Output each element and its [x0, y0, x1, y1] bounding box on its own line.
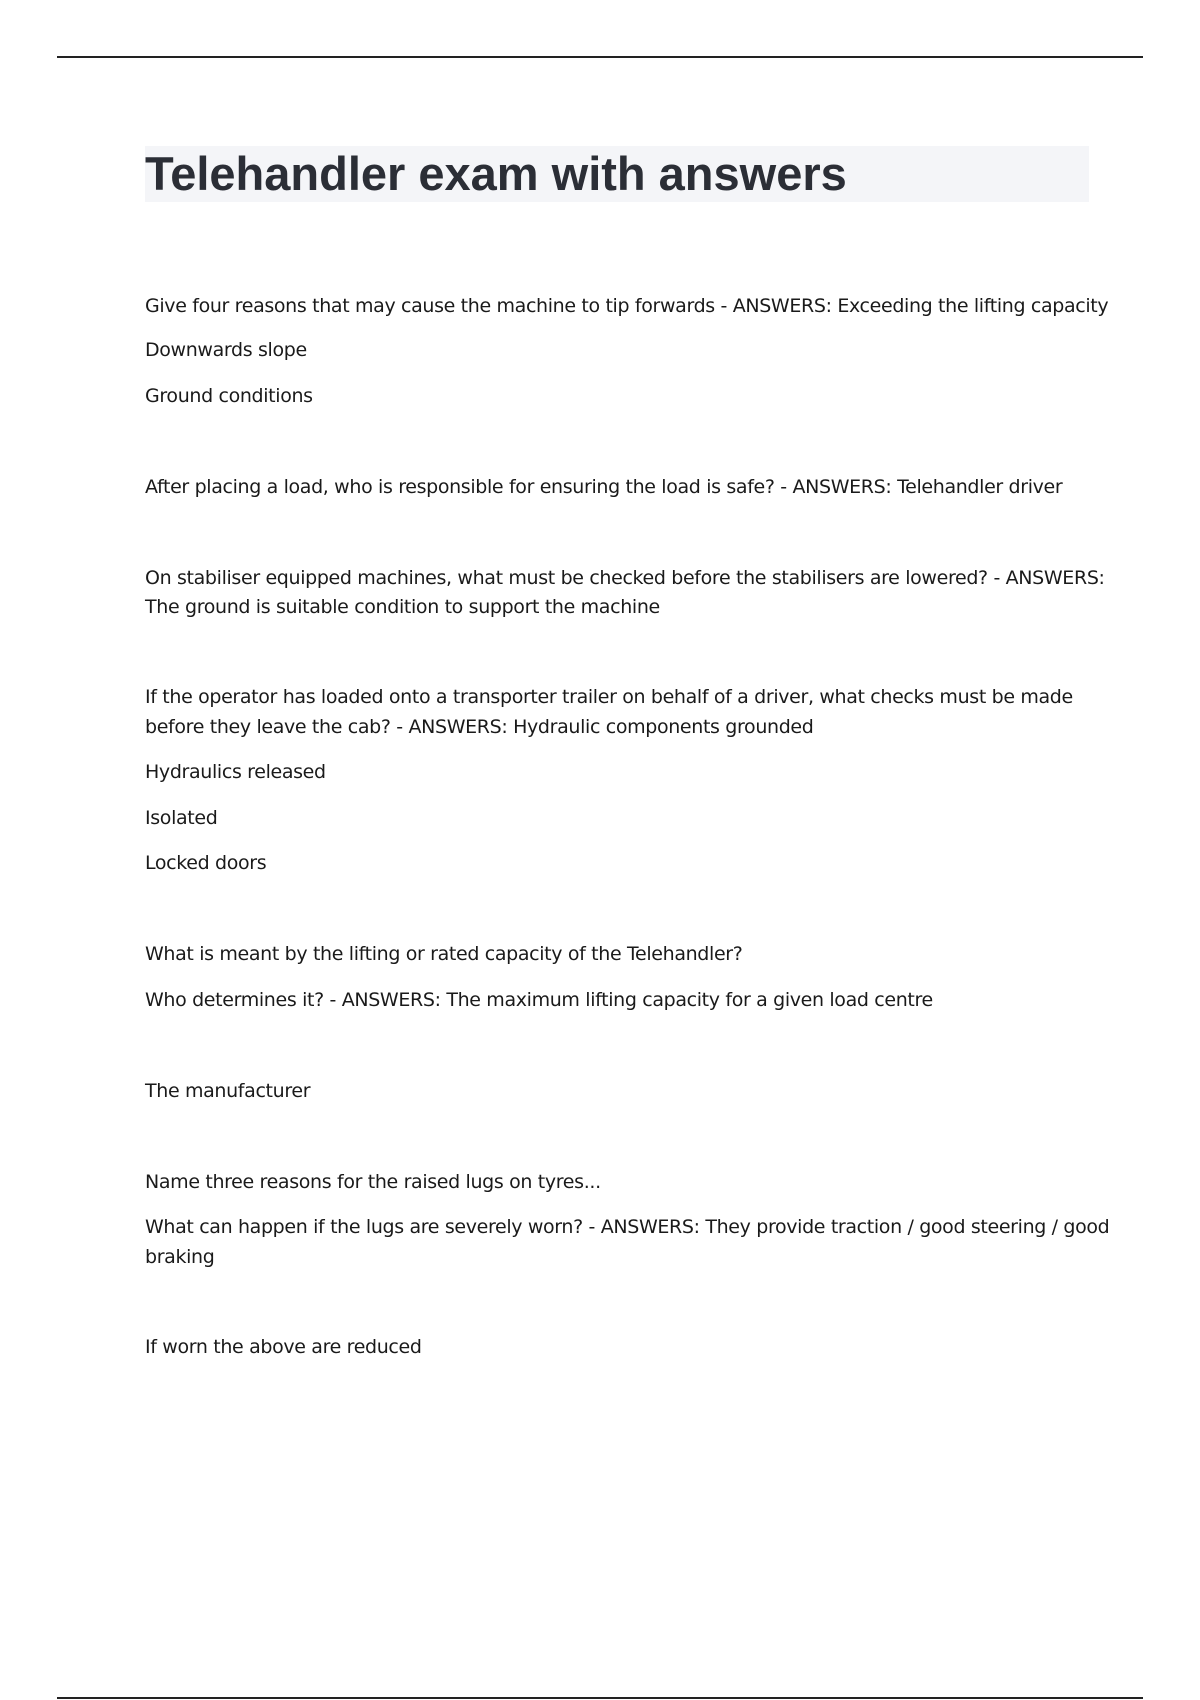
qa-line: Locked doors: [145, 852, 267, 874]
qa-line: If the operator has loaded onto a transporter trailer on behalf of a driver, what checks must be made: [145, 686, 1073, 708]
qa-line: Give four reasons that may cause the machine to tip forwards - ANSWERS: Exceeding the lifting capacity: [145, 295, 1109, 317]
qa-line: What is meant by the lifting or rated capacity of the Telehandler?: [145, 943, 743, 965]
document-title: Telehandler exam with answers: [145, 147, 847, 200]
qa-line: The ground is suitable condition to support the machine: [145, 596, 660, 618]
top-rule: [57, 56, 1143, 58]
bottom-rule: [57, 1697, 1143, 1699]
qa-line: Who determines it? - ANSWERS: The maximum lifting capacity for a given load centre: [145, 989, 933, 1011]
qa-line: before they leave the cab? - ANSWERS: Hydraulic components grounded: [145, 716, 814, 738]
qa-line: If worn the above are reduced: [145, 1336, 422, 1358]
qa-line: Isolated: [145, 807, 218, 829]
qa-line: After placing a load, who is responsible for ensuring the load is safe? - ANSWERS: Telehandler driver: [145, 476, 1063, 498]
qa-line: Downwards slope: [145, 339, 307, 361]
qa-line: Name three reasons for the raised lugs on tyres...: [145, 1171, 601, 1193]
qa-line: The manufacturer: [145, 1080, 311, 1102]
qa-line: What can happen if the lugs are severely worn? - ANSWERS: They provide traction / good steering / good: [145, 1216, 1110, 1238]
qa-line: Ground conditions: [145, 385, 313, 407]
qa-line: braking: [145, 1246, 215, 1268]
qa-line: Hydraulics released: [145, 761, 326, 783]
qa-line: On stabiliser equipped machines, what must be checked before the stabilisers are lowered? - ANSWERS:: [145, 567, 1105, 589]
